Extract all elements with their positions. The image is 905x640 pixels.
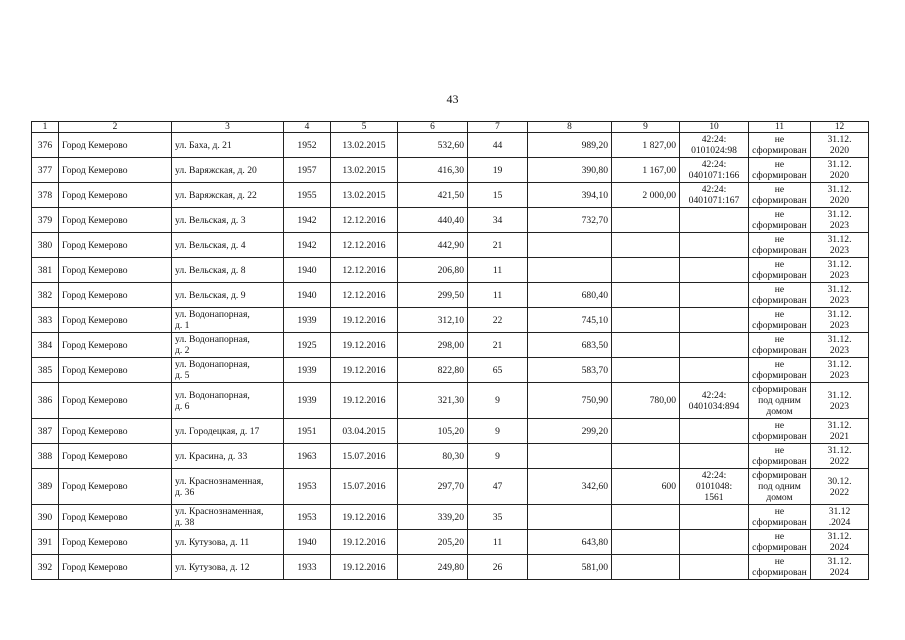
- cell-year: 1963: [284, 444, 331, 469]
- cell-city: Город Кемерово: [59, 333, 172, 358]
- cell-deadline: 31.12. 2024: [811, 555, 869, 580]
- cell-residents: 11: [468, 530, 528, 555]
- cell-date: 19.12.2016: [331, 505, 398, 530]
- cell-status: не сформирован: [749, 444, 811, 469]
- column-header: 10: [680, 122, 749, 133]
- table-body: [32, 122, 869, 580]
- cell-area: 321,30: [398, 383, 468, 419]
- cell-residents: 65: [468, 358, 528, 383]
- cell-address: ул. Водонапорная, д. 2: [172, 333, 284, 358]
- cell-year: 1940: [284, 530, 331, 555]
- table-row: [32, 183, 869, 208]
- cell-address: ул. Водонапорная, д. 1: [172, 308, 284, 333]
- cell-city: Город Кемерово: [59, 505, 172, 530]
- cell-area: 440,40: [398, 208, 468, 233]
- cell-deadline: 31.12. 2023: [811, 358, 869, 383]
- column-header: 6: [398, 122, 468, 133]
- cell-deadline: 30.12. 2022: [811, 469, 869, 505]
- cell-row-number: 381: [32, 258, 59, 283]
- cell-address: ул. Вельская, д. 4: [172, 233, 284, 258]
- cell-deadline: 31.12. 2021: [811, 419, 869, 444]
- cell-cadastre: [680, 233, 749, 258]
- cell-residents: 11: [468, 283, 528, 308]
- cell-address: ул. Вельская, д. 8: [172, 258, 284, 283]
- cell-residents: 19: [468, 158, 528, 183]
- table-row: [32, 283, 869, 308]
- cell-status: не сформирован: [749, 208, 811, 233]
- cell-col8: 745,10: [528, 308, 612, 333]
- cell-residents: 44: [468, 133, 528, 158]
- cell-col8: 394,10: [528, 183, 612, 208]
- table-row: [32, 258, 869, 283]
- cell-area: 297,70: [398, 469, 468, 505]
- cell-address: ул. Краснознаменная, д. 38: [172, 505, 284, 530]
- cell-row-number: 376: [32, 133, 59, 158]
- cell-col9: [612, 258, 680, 283]
- table-row: [32, 333, 869, 358]
- cell-status: сформирован под одним домом: [749, 383, 811, 419]
- cell-col8: 390,80: [528, 158, 612, 183]
- cell-cadastre: [680, 308, 749, 333]
- table-row: [32, 383, 869, 419]
- table-row: [32, 158, 869, 183]
- cell-row-number: 391: [32, 530, 59, 555]
- cell-cadastre: [680, 530, 749, 555]
- cell-residents: 11: [468, 258, 528, 283]
- column-header: 7: [468, 122, 528, 133]
- cell-area: 298,00: [398, 333, 468, 358]
- cell-residents: 47: [468, 469, 528, 505]
- cell-row-number: 387: [32, 419, 59, 444]
- cell-area: 299,50: [398, 283, 468, 308]
- cell-col8: 680,40: [528, 283, 612, 308]
- cell-residents: 26: [468, 555, 528, 580]
- cell-cadastre: [680, 283, 749, 308]
- cell-year: 1951: [284, 419, 331, 444]
- cell-row-number: 382: [32, 283, 59, 308]
- cell-row-number: 379: [32, 208, 59, 233]
- cell-area: 421,50: [398, 183, 468, 208]
- cell-cadastre: [680, 419, 749, 444]
- cell-col9: [612, 555, 680, 580]
- cell-deadline: 31.12. 2023: [811, 308, 869, 333]
- cell-address: ул. Кутузова, д. 11: [172, 530, 284, 555]
- table-row: [32, 233, 869, 258]
- cell-city: Город Кемерово: [59, 444, 172, 469]
- cell-col8: 299,20: [528, 419, 612, 444]
- cell-status: не сформирован: [749, 358, 811, 383]
- cell-residents: 9: [468, 383, 528, 419]
- column-header: 8: [528, 122, 612, 133]
- table-row: [32, 469, 869, 505]
- cell-area: 312,10: [398, 308, 468, 333]
- table-header-row: [32, 122, 869, 133]
- cell-date: 19.12.2016: [331, 358, 398, 383]
- cell-col8: [528, 444, 612, 469]
- cell-col8: [528, 505, 612, 530]
- cell-deadline: 31.12. 2022: [811, 444, 869, 469]
- cell-residents: 21: [468, 233, 528, 258]
- cell-deadline: 31.12. 2023: [811, 258, 869, 283]
- cell-col8: 750,90: [528, 383, 612, 419]
- cell-area: 532,60: [398, 133, 468, 158]
- cell-year: 1953: [284, 505, 331, 530]
- column-header: 1: [32, 122, 59, 133]
- cell-year: 1940: [284, 258, 331, 283]
- cell-col9: [612, 530, 680, 555]
- cell-deadline: 31.12. 2024: [811, 530, 869, 555]
- cell-col9: [612, 283, 680, 308]
- table-row: [32, 208, 869, 233]
- cell-status: не сформирован: [749, 530, 811, 555]
- cell-row-number: 386: [32, 383, 59, 419]
- cell-year: 1940: [284, 283, 331, 308]
- cell-date: 13.02.2015: [331, 133, 398, 158]
- cell-col9: [612, 333, 680, 358]
- cell-deadline: 31.12. 2020: [811, 158, 869, 183]
- cell-address: ул. Кутузова, д. 12: [172, 555, 284, 580]
- cell-col9: 1 167,00: [612, 158, 680, 183]
- cell-col9: [612, 419, 680, 444]
- cell-date: 13.02.2015: [331, 158, 398, 183]
- cell-date: 19.12.2016: [331, 383, 398, 419]
- cell-col9: 1 827,00: [612, 133, 680, 158]
- cell-year: 1955: [284, 183, 331, 208]
- cell-date: 12.12.2016: [331, 233, 398, 258]
- cell-deadline: 31.12. 2023: [811, 233, 869, 258]
- table-row: [32, 308, 869, 333]
- column-header: 11: [749, 122, 811, 133]
- cell-col8: 583,70: [528, 358, 612, 383]
- housing-registry-table: [31, 121, 869, 580]
- cell-col9: [612, 208, 680, 233]
- cell-date: 19.12.2016: [331, 308, 398, 333]
- cell-cadastre: 42:24: 0101048: 1561: [680, 469, 749, 505]
- cell-date: 19.12.2016: [331, 555, 398, 580]
- cell-row-number: 388: [32, 444, 59, 469]
- cell-city: Город Кемерово: [59, 183, 172, 208]
- cell-status: не сформирован: [749, 333, 811, 358]
- cell-date: 12.12.2016: [331, 283, 398, 308]
- cell-area: 249,80: [398, 555, 468, 580]
- cell-date: 15.07.2016: [331, 469, 398, 505]
- cell-date: 12.12.2016: [331, 258, 398, 283]
- column-header: 4: [284, 122, 331, 133]
- cell-address: ул. Краснознаменная, д. 36: [172, 469, 284, 505]
- column-header: 3: [172, 122, 284, 133]
- cell-area: 822,80: [398, 358, 468, 383]
- cell-address: ул. Вельская, д. 3: [172, 208, 284, 233]
- cell-status: не сформирован: [749, 283, 811, 308]
- cell-date: 19.12.2016: [331, 530, 398, 555]
- cell-residents: 22: [468, 308, 528, 333]
- page-number: 43: [446, 92, 459, 106]
- cell-deadline: 31.12. 2023: [811, 383, 869, 419]
- cell-deadline: 31.12. 2020: [811, 133, 869, 158]
- cell-cadastre: [680, 444, 749, 469]
- cell-year: 1939: [284, 383, 331, 419]
- cell-cadastre: [680, 333, 749, 358]
- column-header: 9: [612, 122, 680, 133]
- cell-year: 1957: [284, 158, 331, 183]
- cell-deadline: 31.12 .2024: [811, 505, 869, 530]
- cell-status: не сформирован: [749, 505, 811, 530]
- cell-col8: 643,80: [528, 530, 612, 555]
- cell-city: Город Кемерово: [59, 383, 172, 419]
- cell-residents: 9: [468, 419, 528, 444]
- cell-col8: 342,60: [528, 469, 612, 505]
- cell-year: 1925: [284, 333, 331, 358]
- table-row: [32, 133, 869, 158]
- cell-cadastre: [680, 258, 749, 283]
- cell-row-number: 384: [32, 333, 59, 358]
- cell-residents: 15: [468, 183, 528, 208]
- cell-col9: 2 000,00: [612, 183, 680, 208]
- cell-col9: [612, 308, 680, 333]
- column-header: 5: [331, 122, 398, 133]
- cell-address: ул. Водонапорная, д. 6: [172, 383, 284, 419]
- cell-date: 15.07.2016: [331, 444, 398, 469]
- cell-col9: [612, 358, 680, 383]
- cell-address: ул. Варяжская, д. 20: [172, 158, 284, 183]
- cell-cadastre: 42:24: 0401071:167: [680, 183, 749, 208]
- cell-status: не сформирован: [749, 555, 811, 580]
- cell-cadastre: 42:24: 0401071:166: [680, 158, 749, 183]
- cell-area: 80,30: [398, 444, 468, 469]
- cell-col8: 989,20: [528, 133, 612, 158]
- cell-year: 1933: [284, 555, 331, 580]
- cell-col8: [528, 233, 612, 258]
- cell-deadline: 31.12. 2023: [811, 283, 869, 308]
- cell-row-number: 390: [32, 505, 59, 530]
- cell-status: не сформирован: [749, 133, 811, 158]
- cell-col8: 732,70: [528, 208, 612, 233]
- cell-city: Город Кемерово: [59, 308, 172, 333]
- cell-row-number: 389: [32, 469, 59, 505]
- cell-area: 206,80: [398, 258, 468, 283]
- cell-city: Город Кемерово: [59, 283, 172, 308]
- cell-row-number: 377: [32, 158, 59, 183]
- cell-date: 13.02.2015: [331, 183, 398, 208]
- column-header: 2: [59, 122, 172, 133]
- cell-col9: [612, 505, 680, 530]
- cell-city: Город Кемерово: [59, 258, 172, 283]
- cell-address: ул. Городецкая, д. 17: [172, 419, 284, 444]
- cell-status: не сформирован: [749, 419, 811, 444]
- cell-date: 12.12.2016: [331, 208, 398, 233]
- cell-row-number: 383: [32, 308, 59, 333]
- cell-year: 1942: [284, 208, 331, 233]
- cell-status: не сформирован: [749, 158, 811, 183]
- cell-col8: [528, 258, 612, 283]
- cell-cadastre: 42:24: 0401034:894: [680, 383, 749, 419]
- column-header: 12: [811, 122, 869, 133]
- cell-status: не сформирован: [749, 183, 811, 208]
- cell-row-number: 380: [32, 233, 59, 258]
- cell-year: 1942: [284, 233, 331, 258]
- cell-residents: 21: [468, 333, 528, 358]
- cell-status: не сформирован: [749, 258, 811, 283]
- cell-city: Город Кемерово: [59, 469, 172, 505]
- cell-city: Город Кемерово: [59, 419, 172, 444]
- table-row: [32, 444, 869, 469]
- cell-col9: [612, 233, 680, 258]
- cell-city: Город Кемерово: [59, 530, 172, 555]
- cell-row-number: 385: [32, 358, 59, 383]
- cell-address: ул. Варяжская, д. 22: [172, 183, 284, 208]
- cell-cadastre: [680, 505, 749, 530]
- cell-area: 205,20: [398, 530, 468, 555]
- cell-year: 1939: [284, 308, 331, 333]
- cell-city: Город Кемерово: [59, 158, 172, 183]
- cell-col9: [612, 444, 680, 469]
- cell-area: 339,20: [398, 505, 468, 530]
- cell-residents: 35: [468, 505, 528, 530]
- cell-address: ул. Красина, д. 33: [172, 444, 284, 469]
- cell-status: сформирован под одним домом: [749, 469, 811, 505]
- table-row: [32, 419, 869, 444]
- table-row: [32, 555, 869, 580]
- cell-status: не сформирован: [749, 308, 811, 333]
- cell-area: 416,30: [398, 158, 468, 183]
- cell-col8: 683,50: [528, 333, 612, 358]
- cell-area: 442,90: [398, 233, 468, 258]
- cell-col9: 600: [612, 469, 680, 505]
- table-row: [32, 358, 869, 383]
- cell-city: Город Кемерово: [59, 208, 172, 233]
- cell-year: 1953: [284, 469, 331, 505]
- cell-deadline: 31.12. 2020: [811, 183, 869, 208]
- cell-city: Город Кемерово: [59, 358, 172, 383]
- table-row: [32, 530, 869, 555]
- cell-col8: 581,00: [528, 555, 612, 580]
- cell-deadline: 31.12. 2023: [811, 208, 869, 233]
- cell-address: ул. Вельская, д. 9: [172, 283, 284, 308]
- cell-year: 1952: [284, 133, 331, 158]
- cell-row-number: 378: [32, 183, 59, 208]
- cell-col9: 780,00: [612, 383, 680, 419]
- cell-address: ул. Водонапорная, д. 5: [172, 358, 284, 383]
- cell-cadastre: [680, 208, 749, 233]
- cell-residents: 34: [468, 208, 528, 233]
- cell-date: 19.12.2016: [331, 333, 398, 358]
- cell-date: 03.04.2015: [331, 419, 398, 444]
- cell-cadastre: [680, 555, 749, 580]
- cell-city: Город Кемерово: [59, 555, 172, 580]
- cell-cadastre: [680, 358, 749, 383]
- cell-address: ул. Баха, д. 21: [172, 133, 284, 158]
- cell-year: 1939: [284, 358, 331, 383]
- cell-city: Город Кемерово: [59, 133, 172, 158]
- cell-status: не сформирован: [749, 233, 811, 258]
- cell-city: Город Кемерово: [59, 233, 172, 258]
- cell-cadastre: 42:24: 0101024:98: [680, 133, 749, 158]
- cell-row-number: 392: [32, 555, 59, 580]
- cell-residents: 9: [468, 444, 528, 469]
- table-row: [32, 505, 869, 530]
- cell-area: 105,20: [398, 419, 468, 444]
- cell-deadline: 31.12. 2023: [811, 333, 869, 358]
